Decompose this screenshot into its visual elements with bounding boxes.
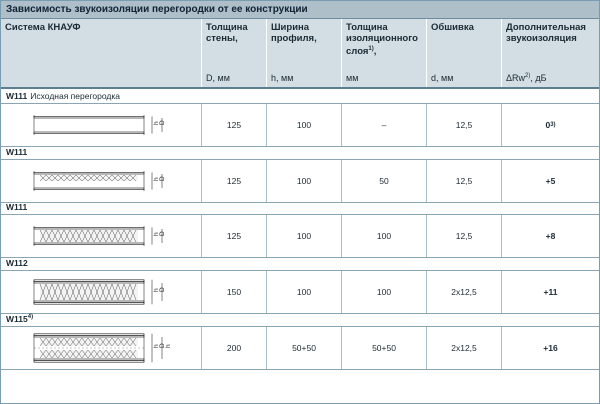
dimension-label: h [152,344,160,348]
header-wall-thickness-label: Толщина стены, [206,22,248,44]
system-label [6,202,27,212]
header-wall-thickness-unit [206,73,230,84]
insulation-thickness-cell-value: – [381,120,387,130]
header-profile-width-unit [271,73,293,84]
wall-thickness-cell [201,271,266,313]
system-code: W111 [6,202,28,212]
system-group [1,314,599,368]
header-cladding-label: Обшивка [431,22,474,33]
table-row [1,159,599,203]
cladding-cell-value: 12,5 [455,176,473,186]
wall-section-diagram [4,328,199,368]
table-row [1,326,599,370]
header-system [1,19,201,87]
header-insulation-thickness-unit [346,73,358,84]
system-note: Исходная перегородка [30,91,120,101]
sound-insulation-cell [501,104,599,146]
wall-section-diagram [4,272,199,312]
header-profile-width-unit-text: h, мм [271,73,294,83]
insulation-thickness-cell-value: 100 [376,287,392,297]
system-code: W115 [6,314,28,324]
insulation-thickness-cell [341,160,426,202]
cladding-board [34,172,144,174]
cladding-cell [426,327,501,369]
insulation-thickness-cell-value: 100 [376,231,392,241]
dimension-label: D [158,343,166,348]
dimension-label: h [152,121,160,125]
cladding-cell [426,160,501,202]
sound-insulation-value: +11 [543,287,558,297]
header-profile-width [266,19,341,87]
cladding-board [34,280,144,282]
profile-width-cell-value: 100 [296,287,312,297]
header-profile-width-label: Ширина профиля, [271,22,317,44]
dimension-label: D [158,287,166,292]
diagram-cell [1,327,201,369]
header-insulation-thickness-unit-text: мм [346,73,359,83]
cladding-board [34,334,144,336]
table-row [1,270,599,314]
system-label [6,258,28,268]
cladding-board [34,132,144,134]
insulation-layer [40,175,138,181]
system-code: W112 [6,258,28,268]
diagram-cell [1,104,201,146]
dimension-label: D [158,120,166,125]
profile-width-cell-value: 100 [296,176,312,186]
header-insulation-thickness-label: Толщина изоляционного слоя$^{1)}$, [346,22,418,58]
diagram-cell [1,215,201,257]
header-insulation-thickness-footnote: 1) [368,46,374,52]
table-header [1,19,599,89]
wall-thickness-cell-value: 125 [226,120,242,130]
system-label [6,314,33,324]
wall-thickness-cell-value: 150 [226,287,242,297]
profile-width-cell-value: 100 [296,120,312,130]
wall-section-diagram [4,216,199,256]
insulation-thickness-cell [341,104,426,146]
system-code: W111 [6,147,28,157]
cladding-board [34,303,144,305]
sound-insulation-cell [501,271,599,313]
insulation-layer [40,284,138,300]
header-sound-insulation-unit-text: ΔRw [506,73,526,83]
sound-insulation-value: +5 [545,176,556,186]
header-wall-thickness [201,19,266,87]
header-insulation-thickness [341,19,426,87]
sound-insulation-cell [501,327,599,369]
header-system-label: Система КНАУФ [5,22,81,33]
system-group [1,91,599,145]
cladding-board [34,116,144,118]
dimension-label: h [164,344,172,348]
table-row [1,214,599,258]
system-label [6,91,120,101]
header-sound-insulation-unit [506,71,547,84]
table-title: Зависимость звукоизоляции перегородки от ее конструкции [1,1,599,19]
sound-insulation-cell [501,160,599,202]
dimension-label: h [152,177,160,181]
sound-insulation-value: +16 [543,343,558,353]
profile-width-cell [266,271,341,313]
cladding-cell-value: 12,5 [455,231,473,241]
cladding-cell-value: 2x12,5 [451,287,477,297]
insulation-thickness-cell [341,271,426,313]
system-group [1,202,599,256]
header-sound-insulation-label: Дополнительная звукоизоляция [506,22,586,44]
system-footnote: 4) [27,314,34,321]
profile-width-cell [266,160,341,202]
header-sound-insulation-unit-footnote: 2) [525,73,531,79]
wall-section-diagram [4,161,199,201]
header-sound-insulation [501,19,599,87]
system-group [1,147,599,201]
system-code: W111 [6,91,28,101]
wall-thickness-cell-value: 125 [226,176,242,186]
profile-width-cell [266,104,341,146]
cladding-board [34,243,144,245]
header-wall-thickness-unit-text: D, мм [206,73,230,83]
sound-insulation-value: 0 [545,120,551,130]
dimension-label: D [158,231,166,236]
cladding-cell-value: 2x12,5 [451,343,477,353]
wall-thickness-cell [201,215,266,257]
cladding-cell [426,104,501,146]
wall-section-diagram [4,105,199,145]
sound-insulation-cell [501,215,599,257]
cladding-cell-value: 12,5 [455,120,473,130]
dimension-label: h [152,288,160,292]
insulation-layer [40,338,138,346]
sound-insulation-footnote: 3) [550,122,556,128]
cladding-cell [426,215,501,257]
header-cladding-unit [431,73,453,84]
profile-width-cell [266,215,341,257]
insulation-layer [40,350,138,358]
table-row [1,103,599,147]
header-cladding-unit-text: d, мм [431,73,454,83]
cladding-board [34,227,144,229]
header-cladding [426,19,501,87]
cladding-cell [426,271,501,313]
profile-width-cell-value: 50+50 [292,343,316,353]
cladding-board [34,361,144,363]
system-group [1,258,599,312]
cladding-board [34,188,144,190]
profile-width-cell [266,327,341,369]
insulation-thickness-cell [341,215,426,257]
header-insulation-thickness-punct: , [373,46,377,58]
dimension-label: h [152,232,160,236]
sound-insulation-value: +8 [545,231,556,241]
diagram-cell [1,160,201,202]
wall-thickness-cell [201,327,266,369]
system-label [6,147,27,157]
wall-thickness-cell [201,104,266,146]
insulation-thickness-cell-value: 50+50 [372,343,396,353]
insulation-thickness-cell-value: 50 [379,176,389,186]
header-sound-insulation-unit-suffix: , дБ [530,73,547,83]
insulation-thickness-cell [341,327,426,369]
wall-thickness-cell-value: 200 [226,343,242,353]
wall-thickness-cell [201,160,266,202]
diagram-cell [1,271,201,313]
dimension-label: D [158,176,166,181]
insulation-layer [40,230,138,242]
wall-thickness-cell-value: 125 [226,231,242,241]
profile-width-cell-value: 100 [296,231,312,241]
